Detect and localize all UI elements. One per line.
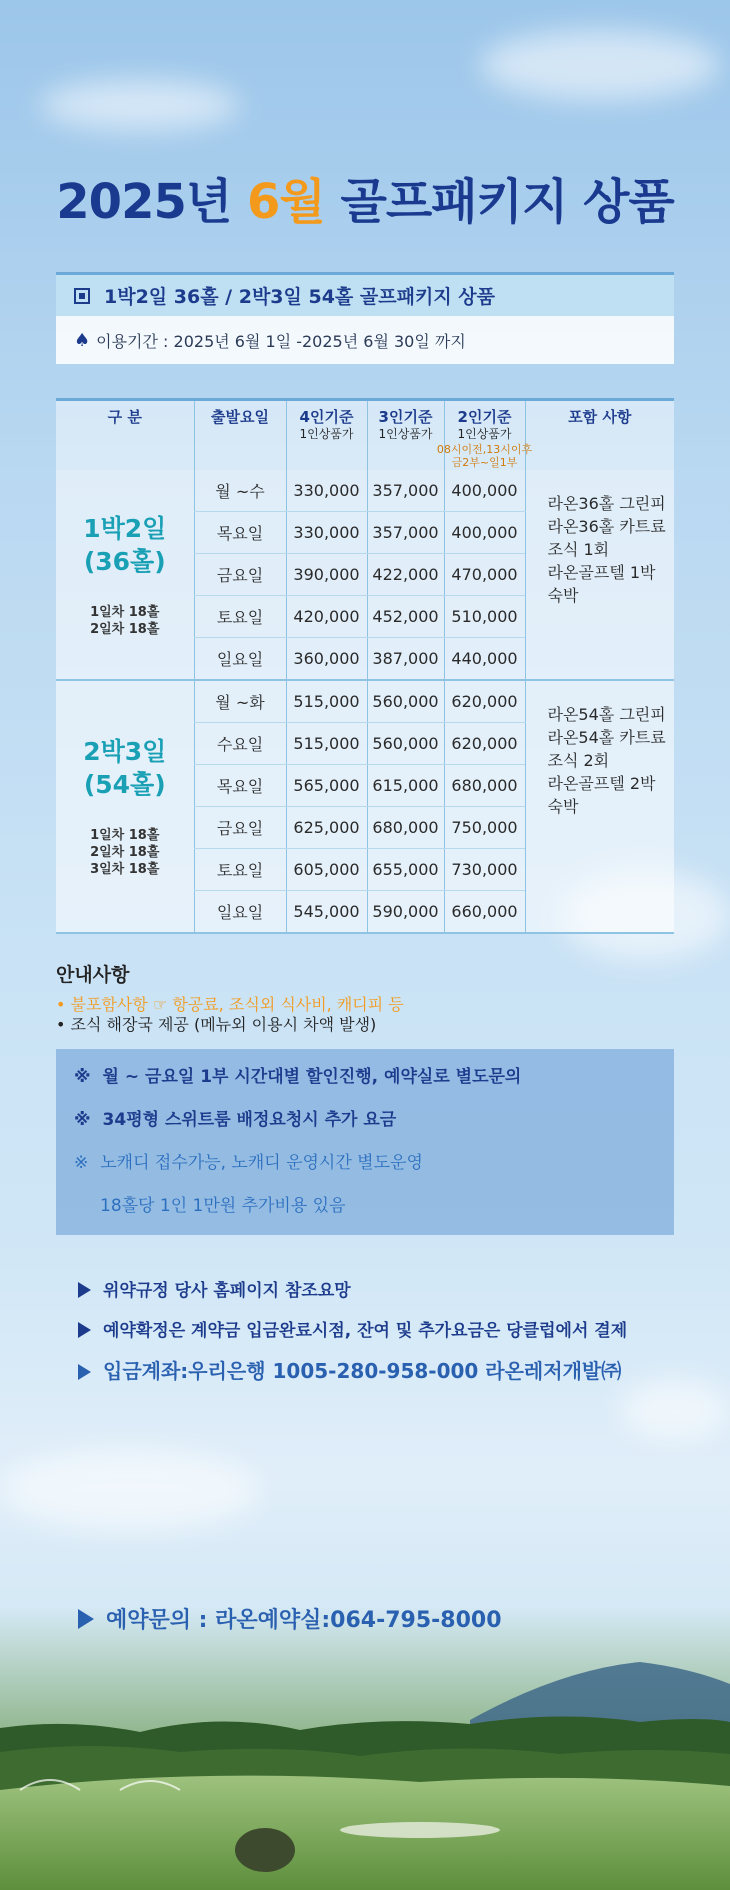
- notice-heading: 안내사항: [56, 964, 130, 986]
- info-box: [56, 1049, 674, 1235]
- price-cell: 680,000: [367, 807, 444, 849]
- departure-day-cell: 금요일: [194, 554, 286, 596]
- price-cell: 440,000: [444, 638, 525, 681]
- departure-day-cell: 금요일: [194, 807, 286, 849]
- package-heading: [56, 272, 674, 316]
- info-row: ※ 노캐디 접수가능, 노캐디 운영시간 별도운영: [74, 1153, 423, 1173]
- price-cell: 590,000: [367, 891, 444, 934]
- info-row: ※ 월 ~ 금요일 1부 시간대별 할인진행, 예약실로 별도문의: [74, 1067, 522, 1087]
- header-2person-note: 08시이전,13시이후: [436, 443, 533, 456]
- price-cell: 625,000: [286, 807, 367, 849]
- price-cell: 730,000: [444, 849, 525, 891]
- include-item: 라온골프텔 2박: [547, 774, 656, 793]
- page-title: 2025년 6월 골프패키지 상품: [56, 174, 674, 230]
- info-row: 18홀당 1인 1만원 추가비용 있음: [100, 1196, 346, 1216]
- price-cell: 655,000: [367, 849, 444, 891]
- price-cell: 560,000: [367, 723, 444, 765]
- price-cell: 357,000: [367, 470, 444, 512]
- departure-day-cell: 월 ~수: [194, 470, 286, 512]
- include-item: 조식 2회: [547, 751, 610, 770]
- price-cell: 330,000: [286, 470, 367, 512]
- departure-day-cell: 일요일: [194, 638, 286, 681]
- price-cell: 422,000: [367, 554, 444, 596]
- header-4person: 4인기준 1인상품가: [286, 400, 367, 471]
- triangle-icon: [78, 1322, 91, 1338]
- header-2person: 2인기준 1인상품가 08시이전,13시이후 금2부~일1부: [444, 400, 525, 471]
- title-month: 6월: [246, 174, 325, 230]
- include-item: 라온36홀 카트료: [547, 517, 666, 536]
- policy-item: 위약규정 당사 홈페이지 참조요망: [78, 1279, 698, 1319]
- table-row: [56, 680, 674, 723]
- price-cell: 400,000: [444, 512, 525, 554]
- info-row: ※ 34평형 스위트룸 배정요청시 추가 요금: [74, 1110, 397, 1130]
- include-item: 조식 1회: [547, 540, 610, 559]
- price-cell: 620,000: [444, 680, 525, 723]
- triangle-icon: [78, 1609, 94, 1629]
- price-cell: 400,000: [444, 470, 525, 512]
- includes-cell: [525, 680, 674, 933]
- policy-item: 예약확정은 계약금 입금완료시점, 잔여 및 추가요금은 당클럽에서 결제: [78, 1319, 698, 1359]
- departure-day-cell: 목요일: [194, 765, 286, 807]
- price-cell: 605,000: [286, 849, 367, 891]
- price-cell: 387,000: [367, 638, 444, 681]
- notice-breakfast: • 조식 해장국 제공 (메뉴외 이용시 차액 발생): [56, 1015, 377, 1034]
- price-cell: 515,000: [286, 680, 367, 723]
- price-cell: 357,000: [367, 512, 444, 554]
- include-item: 숙박: [547, 586, 579, 605]
- price-cell: 420,000: [286, 596, 367, 638]
- header-3person: 3인기준 1인상품가: [367, 400, 444, 471]
- cloud-decoration: [40, 80, 240, 130]
- include-item: 라온54홀 카트료: [547, 728, 666, 747]
- price-table: [56, 398, 674, 934]
- price-cell: 390,000: [286, 554, 367, 596]
- square-bullet-icon: [74, 288, 90, 304]
- departure-day-cell: 수요일: [194, 723, 286, 765]
- price-cell: 660,000: [444, 891, 525, 934]
- price-cell: 510,000: [444, 596, 525, 638]
- includes-cell: [525, 470, 674, 680]
- triangle-icon: [78, 1364, 91, 1380]
- price-cell: 330,000: [286, 512, 367, 554]
- price-cell: 620,000: [444, 723, 525, 765]
- header-day: 출발요일: [194, 400, 286, 471]
- price-cell: 360,000: [286, 638, 367, 681]
- package-heading-text: 1박2일 36홀 / 2박3일 54홀 골프패키지 상품: [104, 286, 495, 308]
- policy-list: [78, 1279, 698, 1399]
- departure-day-cell: 일요일: [194, 891, 286, 934]
- price-cell: 680,000: [444, 765, 525, 807]
- price-cell: 452,000: [367, 596, 444, 638]
- header-2person-note: 금2부~일1부: [451, 456, 518, 469]
- package-group-label: 1박2일 (36홀) 1일차 18홀 2일차 18홀: [56, 470, 194, 680]
- include-item: 라온54홀 그린피: [547, 705, 666, 724]
- price-cell: 545,000: [286, 891, 367, 934]
- departure-day-cell: 토요일: [194, 849, 286, 891]
- notice-excluded: • 불포함사항 ☞ 항공료, 조식외 식사비, 캐디피 등: [56, 995, 404, 1014]
- package-period: [56, 316, 674, 364]
- include-item: 라온36홀 그린피: [547, 494, 666, 513]
- cloud-decoration: [480, 30, 720, 100]
- price-cell: 750,000: [444, 807, 525, 849]
- package-group-label: 2박3일 (54홀) 1일차 18홀 2일차 18홀 3일차 18홀: [56, 680, 194, 933]
- price-cell: 615,000: [367, 765, 444, 807]
- departure-day-cell: 목요일: [194, 512, 286, 554]
- reservation-contact: 예약문의 : 라온예약실:064-795-8000: [78, 1603, 502, 1634]
- price-cell: 515,000: [286, 723, 367, 765]
- package-summary: [56, 272, 674, 364]
- price-cell: 470,000: [444, 554, 525, 596]
- departure-day-cell: 월 ~화: [194, 680, 286, 723]
- cloud-decoration: [0, 1450, 260, 1530]
- include-item: 숙박: [547, 797, 579, 816]
- package-period-text: 이용기간 : 2025년 6월 1일 -2025년 6월 30일 까지: [96, 331, 466, 351]
- header-division: 구 분: [56, 400, 194, 471]
- triangle-icon: [78, 1282, 91, 1298]
- table-row: [56, 470, 674, 512]
- notice-section: [56, 960, 674, 1035]
- price-cell: 565,000: [286, 765, 367, 807]
- header-includes: 포함 사항: [525, 400, 674, 471]
- bank-account: 입금계좌:우리은행 1005-280-958-000 라온레저개발㈜: [78, 1359, 698, 1399]
- departure-day-cell: 토요일: [194, 596, 286, 638]
- include-item: 라온골프텔 1박: [547, 563, 656, 582]
- table-header-row: [56, 400, 674, 471]
- spade-icon: ♠: [74, 329, 91, 351]
- price-cell: 560,000: [367, 680, 444, 723]
